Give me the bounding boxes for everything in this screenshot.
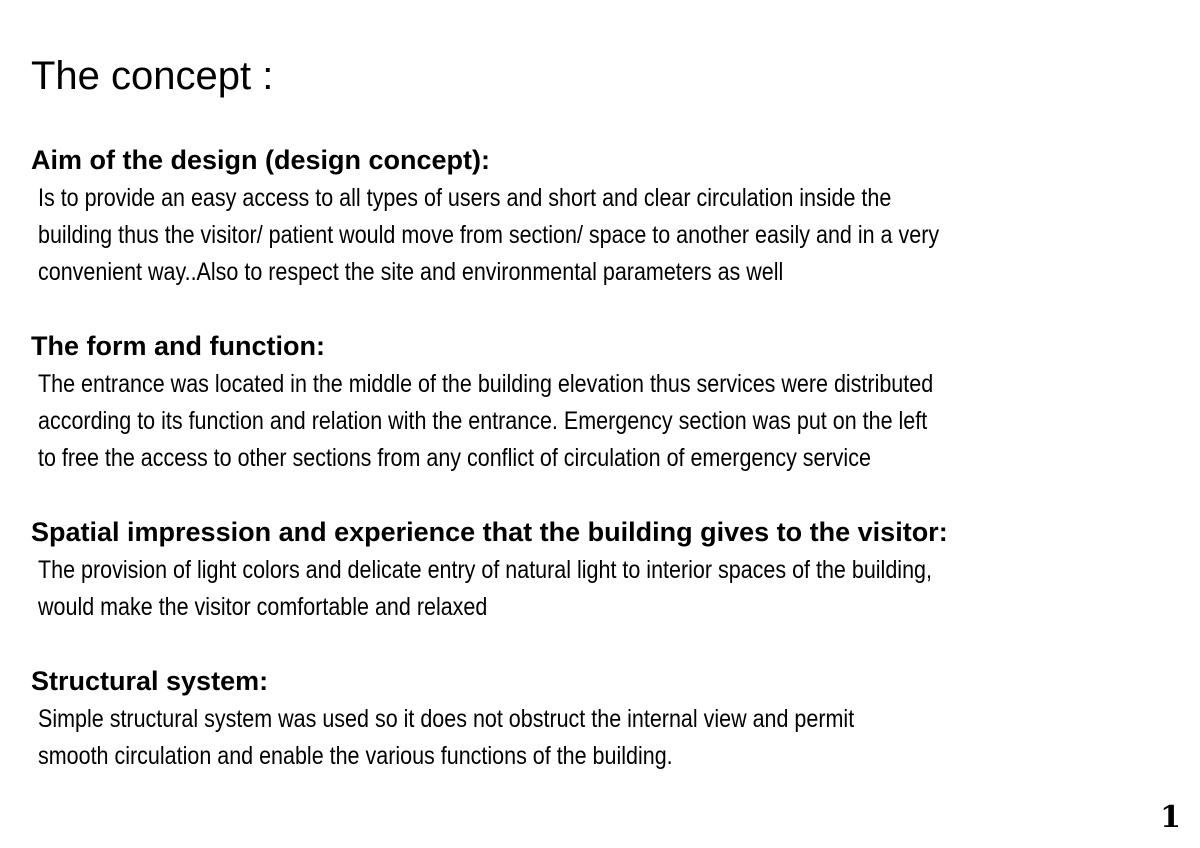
page-number: 1 [1160, 800, 1181, 835]
section-heading: Spatial impression and experience that the building gives to the visitor: [31, 517, 948, 547]
body-line: building thus the visitor/ patient would move from section/ space to another easily and in a very [38, 221, 940, 249]
section-body [38, 180, 1190, 291]
body-line: Simple structural system was used so it does not obstruct the internal view and permit [38, 705, 855, 733]
section-structural-system [31, 664, 1196, 775]
section-body [38, 552, 1190, 626]
section-form-and-function [31, 329, 1196, 477]
page-title: The concept : [31, 54, 274, 98]
body-line: according to its function and relation with the entrance. Emergency section was put on the left [38, 407, 928, 435]
section-spatial-impression [31, 515, 1196, 626]
section-body [38, 366, 1190, 477]
body-line: Is to provide an easy access to all types of users and short and clear circulation inside the [38, 184, 892, 212]
section-body [38, 701, 1190, 775]
body-line: The provision of light colors and delicate entry of natural light to interior spaces of the building, [38, 556, 932, 584]
section-heading: Structural system: [31, 666, 269, 696]
section-heading: Aim of the design (design concept): [31, 145, 491, 175]
section-aim-of-design [31, 143, 1196, 291]
body-line: to free the access to other sections from any conflict of circulation of emergency service [38, 444, 871, 472]
body-line: The entrance was located in the middle of the building elevation thus services were distributed [38, 370, 934, 398]
body-line: smooth circulation and enable the various functions of the building. [38, 742, 673, 770]
section-heading: The form and function: [31, 331, 325, 361]
body-line: convenient way..Also to respect the site and environmental parameters as well [38, 258, 784, 286]
body-line: would make the visitor comfortable and relaxed [38, 593, 488, 621]
